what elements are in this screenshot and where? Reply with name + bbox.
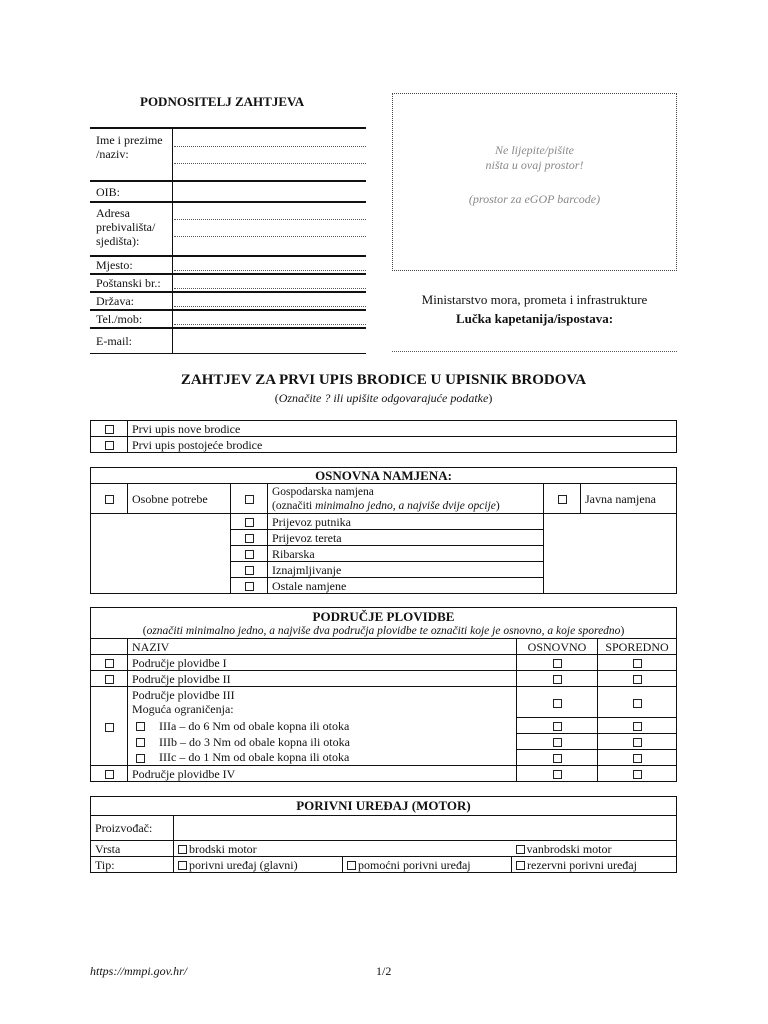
- name-label: Ime i prezime /naziv:: [96, 133, 163, 161]
- inboard-motor-checkbox[interactable]: [178, 845, 187, 854]
- address-label: Adresa prebivališta/ sjedišta):: [96, 206, 156, 248]
- navigation-col-name: NAZIV: [128, 639, 517, 655]
- harbour-office-field[interactable]: [392, 351, 677, 352]
- purpose-commercial-checkbox[interactable]: [245, 495, 254, 504]
- area3a-row: IIIa – do 6 Nm od obale kopna ili otoka: [128, 718, 517, 734]
- registration-new-label: Prvi upis nove brodice: [128, 421, 677, 437]
- harbour-office-label: Lučka kapetanija/ispostava:: [455, 311, 614, 326]
- navigation-row-area1: [91, 655, 677, 671]
- area1-main-checkbox[interactable]: [553, 659, 562, 668]
- country-label: Država:: [96, 294, 134, 308]
- footer-url[interactable]: https://mmpi.gov.hr/: [90, 964, 188, 978]
- address-field-line1[interactable]: [174, 219, 366, 220]
- purpose-fishing-label: Ribarska: [268, 546, 544, 562]
- navigation-area-table: [90, 607, 677, 782]
- postal-field[interactable]: [174, 288, 366, 289]
- purpose-public-checkbox[interactable]: [558, 495, 567, 504]
- manufacturer-label: Proizvođač:: [91, 816, 174, 841]
- area3a-main-checkbox[interactable]: [553, 722, 562, 731]
- email-field[interactable]: [174, 330, 366, 352]
- area3-checkbox[interactable]: [105, 723, 114, 732]
- purpose-personal-label: Osobne potrebe: [128, 484, 231, 514]
- form-title: ZAHTJEV ZA PRVI UPIS BRODICE U UPISNIK BRODOVA: [180, 372, 587, 388]
- area1-label: Područje plovidbe I: [128, 655, 517, 671]
- registration-type-table: [90, 420, 677, 453]
- manufacturer-field[interactable]: [174, 816, 677, 841]
- area2-checkbox[interactable]: [105, 675, 114, 684]
- registration-option-new: [91, 421, 677, 437]
- purpose-rental-label: Iznajmljivanje: [268, 562, 544, 578]
- place-field[interactable]: [174, 270, 366, 271]
- engine-type-reserve: rezervni porivni uređaj: [512, 857, 677, 873]
- area3b-checkbox[interactable]: [136, 738, 145, 747]
- address-field-line2[interactable]: [174, 236, 366, 237]
- reserve-propulsion-checkbox[interactable]: [516, 861, 525, 870]
- place-label: Mjesto:: [96, 258, 133, 272]
- area1-secondary-checkbox[interactable]: [633, 659, 642, 668]
- page-number: 1/2: [376, 964, 392, 978]
- area3-label: Područje plovidbe III Moguća ograničenja:: [128, 687, 517, 718]
- barcode-box: [392, 93, 677, 271]
- purpose-cargo-checkbox[interactable]: [245, 534, 254, 543]
- registration-existing-label: Prvi upis postojeće brodice: [128, 437, 677, 453]
- area3c-checkbox[interactable]: [136, 754, 145, 763]
- area1-checkbox[interactable]: [105, 659, 114, 668]
- purpose-cargo-label: Prijevoz tereta: [268, 530, 544, 546]
- phone-label: Tel./mob:: [96, 312, 143, 326]
- engine-kind-label: Vrsta: [91, 841, 174, 857]
- oib-label: OIB:: [96, 185, 120, 199]
- phone-field[interactable]: [174, 324, 366, 325]
- purpose-other-checkbox[interactable]: [245, 582, 254, 591]
- engine-type-auxiliary: pomoćni porivni uređaj: [343, 857, 512, 873]
- area3c-row: IIIc – do 1 Nm od obale kopna ili otoka: [128, 750, 517, 766]
- email-label: E-mail:: [96, 334, 132, 348]
- engine-type-label: Tip:: [91, 857, 174, 873]
- area3-main-checkbox[interactable]: [553, 699, 562, 708]
- registration-new-checkbox[interactable]: [105, 425, 114, 434]
- purpose-passengers-checkbox[interactable]: [245, 518, 254, 527]
- area3b-main-checkbox[interactable]: [553, 738, 562, 747]
- area4-checkbox[interactable]: [105, 770, 114, 779]
- navigation-row-area2: [91, 671, 677, 687]
- area3b-secondary-checkbox[interactable]: [633, 738, 642, 747]
- engine-header: PORIVNI UREĐAJ (MOTOR): [91, 797, 677, 816]
- navigation-col-main: OSNOVNO: [517, 639, 598, 655]
- purpose-fishing-checkbox[interactable]: [245, 550, 254, 559]
- country-field[interactable]: [174, 306, 366, 307]
- oib-field[interactable]: [174, 184, 366, 200]
- area4-main-checkbox[interactable]: [553, 770, 562, 779]
- purpose-header: OSNOVNA NAMJENA:: [91, 468, 677, 484]
- outboard-motor-checkbox[interactable]: [516, 845, 525, 854]
- area3-secondary-checkbox[interactable]: [633, 699, 642, 708]
- area3a-checkbox[interactable]: [136, 722, 145, 731]
- purpose-other-label: Ostale namjene: [268, 578, 544, 594]
- area4-secondary-checkbox[interactable]: [633, 770, 642, 779]
- navigation-col-secondary: SPOREDNO: [598, 639, 677, 655]
- purpose-rental-checkbox[interactable]: [245, 566, 254, 575]
- area2-main-checkbox[interactable]: [553, 675, 562, 684]
- navigation-row-area4: [91, 766, 677, 782]
- engine-kind-inboard: brodski motor: [174, 841, 512, 857]
- purpose-table: [90, 467, 677, 594]
- area2-label: Područje plovidbe II: [128, 671, 517, 687]
- auxiliary-propulsion-checkbox[interactable]: [347, 861, 356, 870]
- area3c-secondary-checkbox[interactable]: [633, 754, 642, 763]
- barcode-warning-line1: Ne lijepite/pišite: [495, 143, 574, 157]
- form-subtitle: (Označite ? ili upišite odgovarajuće podatke): [274, 391, 493, 405]
- name-field-line1[interactable]: [174, 146, 366, 147]
- navigation-row-area3: [91, 687, 677, 718]
- main-propulsion-checkbox[interactable]: [178, 861, 187, 870]
- postal-label: Poštanski br.:: [96, 276, 161, 290]
- area2-secondary-checkbox[interactable]: [633, 675, 642, 684]
- name-field-line2[interactable]: [174, 163, 366, 164]
- area3-restrictions-label: Moguća ograničenja:: [132, 702, 234, 717]
- purpose-personal-checkbox[interactable]: [105, 495, 114, 504]
- barcode-warning-line2: ništa u ovaj prostor!: [485, 158, 584, 172]
- engine-type-main: porivni uređaj (glavni): [174, 857, 343, 873]
- applicant-title: PODNOSITELJ ZAHTJEVA: [140, 94, 305, 109]
- area3a-secondary-checkbox[interactable]: [633, 722, 642, 731]
- navigation-header: PODRUČJE PLOVIDBE (označiti minimalno jedno, a najviše dva područja plovidbe te označiti koje je osnovno, a koje sporedno): [91, 608, 677, 639]
- purpose-public-label: Javna namjena: [581, 484, 677, 514]
- ministry-name: Ministarstvo mora, prometa i infrastrukture: [421, 292, 648, 307]
- engine-kind-outboard: vanbrodski motor: [512, 841, 677, 857]
- purpose-passengers-label: Prijevoz putnika: [268, 514, 544, 530]
- area3b-row: IIIb – do 3 Nm od obale kopna ili otoka: [128, 734, 517, 750]
- registration-option-existing: [91, 437, 677, 453]
- area3c-main-checkbox[interactable]: [553, 754, 562, 763]
- barcode-note: (prostor za eGOP barcode): [468, 192, 601, 206]
- area4-label: Područje plovidbe IV: [128, 766, 517, 782]
- registration-existing-checkbox[interactable]: [105, 441, 114, 450]
- engine-table: [90, 796, 677, 873]
- purpose-commercial-label: Gospodarska namjena (označiti minimalno jedno, a najviše dvije opcije): [268, 484, 544, 514]
